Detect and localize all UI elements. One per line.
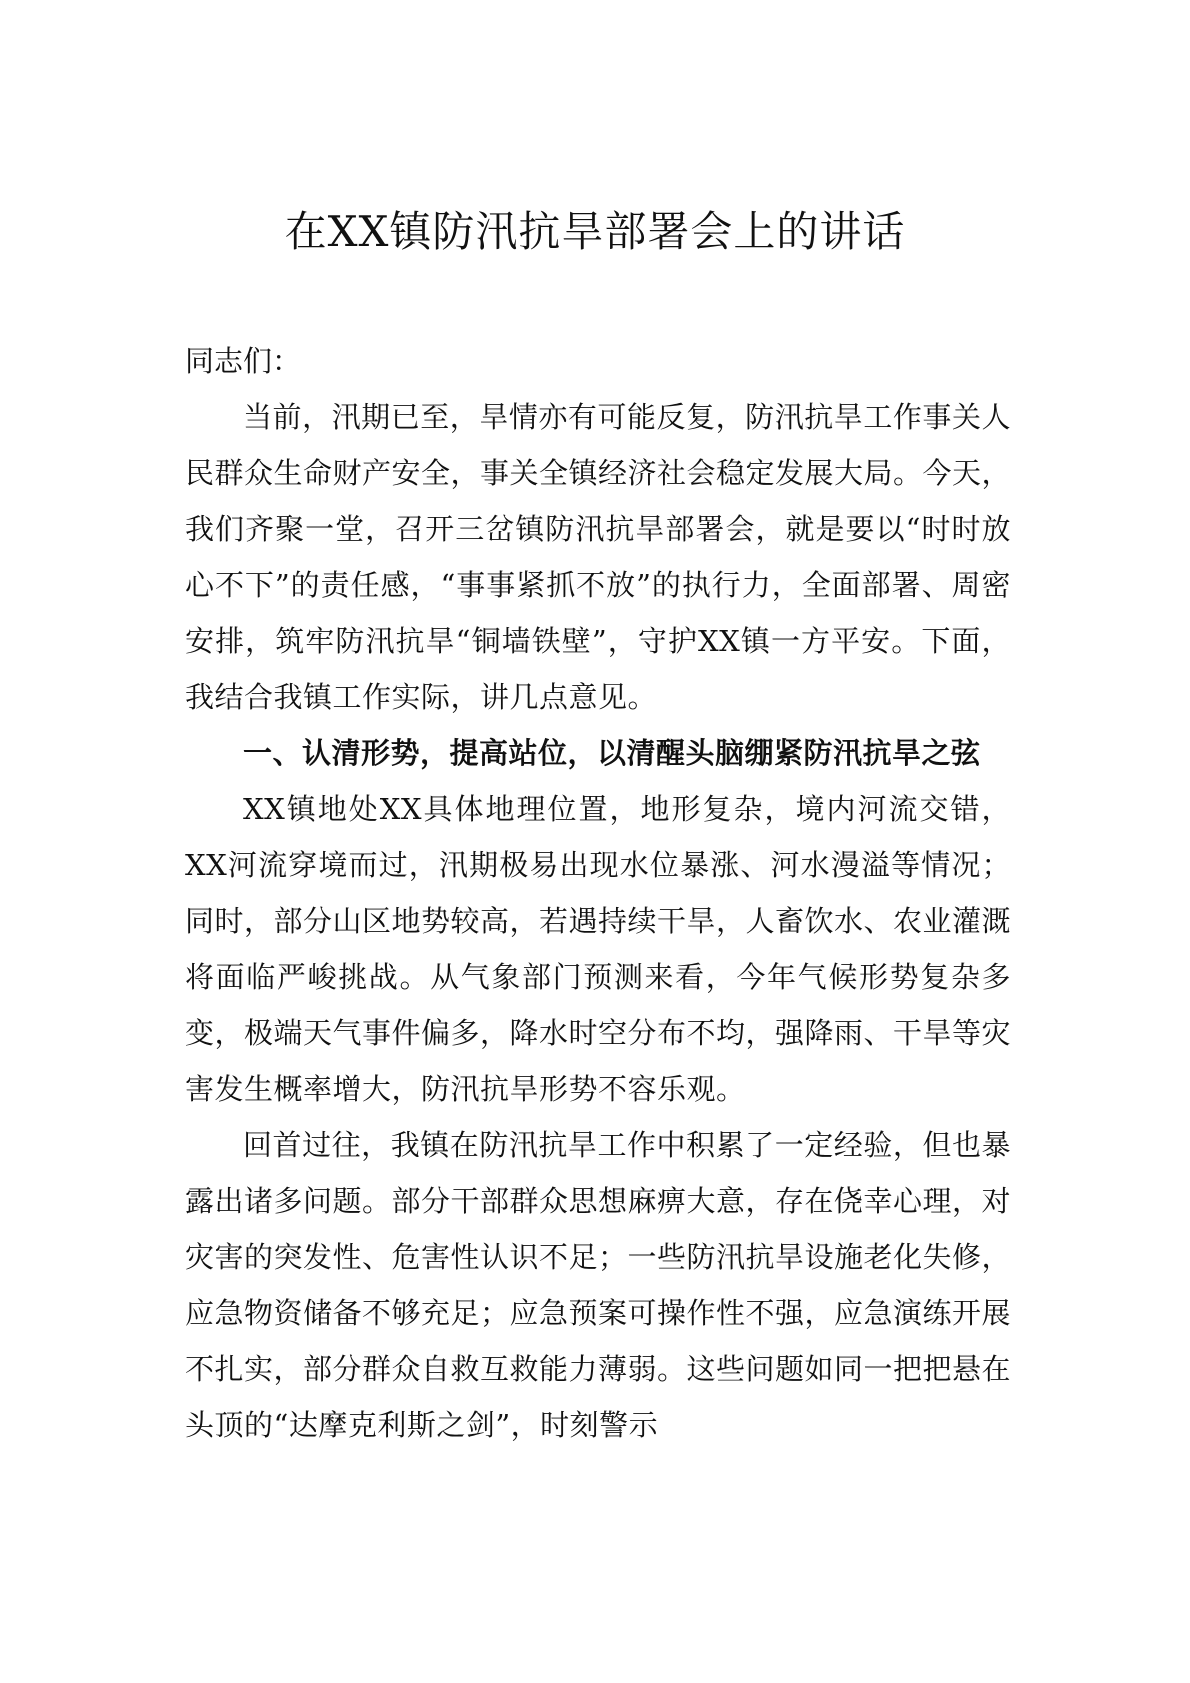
situation-paragraph: XX镇地处XX具体地理位置，地形复杂，境内河流交错，XX河流穿境而过，汛期极易出现水位暴涨、河水漫溢等情况；同时，部分山区地势较高，若遇持续干旱，人畜饮水、农业灌溉将面临严峻挑战。从气象部门预测来看，今年气候形势复杂多变，极端天气事件偏多，降水时空分布不均，强降雨、干旱等灾害发生概率增大，防汛抗旱形势不容乐观。 [185,792,1012,1106]
document-title: 在XX镇防汛抗旱部署会上的讲话 [284,207,906,256]
section-heading-1: 一、认清形势，提高站位，以清醒头脑绷紧防汛抗旱之弦 [243,736,981,770]
review-paragraph: 回首过往，我镇在防汛抗旱工作中积累了一定经验，但也暴露出诸多问题。部分干部群众思想麻痹大意，存在侥幸心理，对灾害的突发性、危害性认识不足；一些防汛抗旱设施老化失修，应急物资储备不够充足；应急预案可操作性不强，应急演练开展不扎实，部分群众自救互救能力薄弱。这些问题如同一把把悬在头顶的“达摩克利斯之剑”，时刻警示 [185,1128,1012,1442]
document-body [185,333,1011,1453]
salutation: 同志们： [185,344,302,378]
intro-paragraph: 当前，汛期已至，旱情亦有可能反复，防汛抗旱工作事关人民群众生命财产安全，事关全镇经济社会稳定发展大局。今天，我们齐聚一堂，召开三岔镇防汛抗旱部署会，就是要以“时时放心不下”的责任感，“事事紧抓不放”的执行力，全面部署、周密安排，筑牢防汛抗旱“铜墙铁壁”，守护XX镇一方平安。下面，我结合我镇工作实际，讲几点意见。 [185,400,1012,714]
